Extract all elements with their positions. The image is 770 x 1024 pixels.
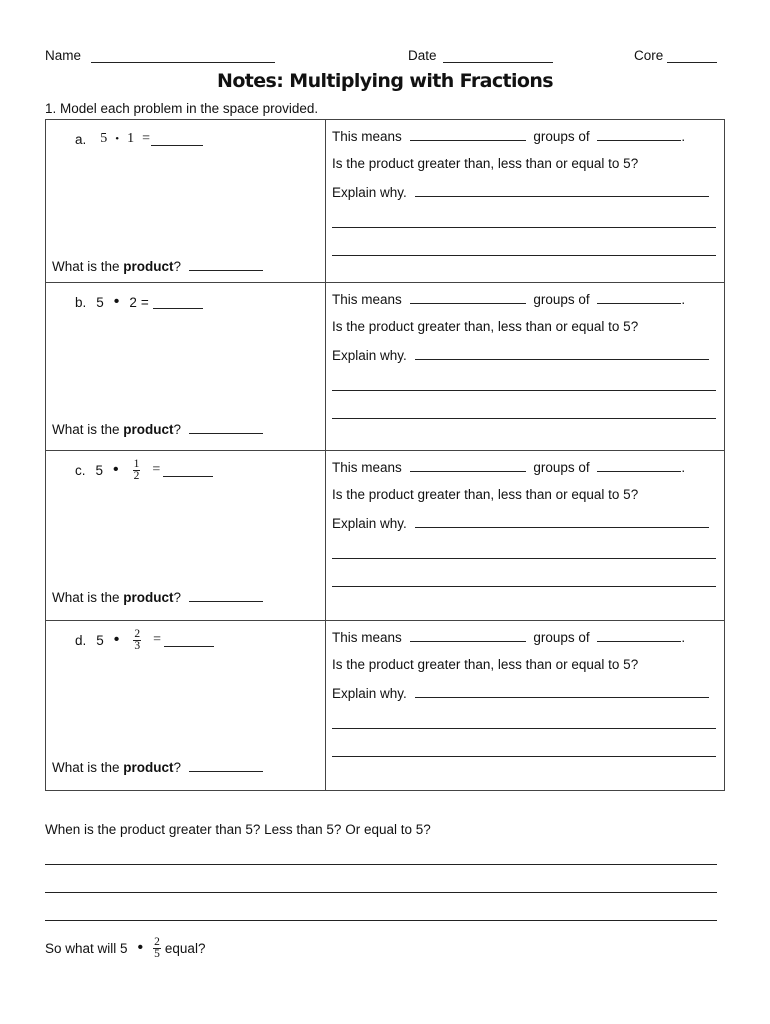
compare-question: Is the product greater than, less than or equal to 5? (332, 156, 639, 171)
problem-c-explanation (326, 451, 724, 620)
period: . (681, 129, 686, 144)
multiply-dot: • (115, 133, 120, 145)
compare-question: Is the product greater than, less than or equal to 5? (332, 319, 639, 334)
problem-d-cell[interactable] (46, 621, 325, 790)
explain-text: Explain why. (332, 516, 407, 531)
explain-text: Explain why. (332, 686, 407, 701)
problem-c-cell[interactable] (46, 451, 325, 620)
problem-letter: d. (75, 632, 87, 648)
explain-line (332, 184, 709, 200)
date-label: Date (408, 48, 437, 63)
equals-sign: = (153, 632, 162, 647)
product-question (52, 589, 263, 605)
left-operand: 5 (96, 632, 104, 648)
this-means-text: This means (332, 292, 402, 307)
period: . (681, 460, 686, 475)
explain-line (332, 685, 709, 701)
core-field[interactable] (667, 62, 717, 63)
this-means-line (332, 291, 685, 307)
answer-line[interactable] (332, 418, 716, 419)
problem-b-cell[interactable] (46, 283, 325, 452)
equals-sign: = (142, 131, 151, 146)
product-answer-blank[interactable] (189, 421, 263, 434)
explain-blank[interactable] (415, 184, 709, 197)
period: . (681, 292, 686, 307)
denominator: 5 (154, 947, 160, 960)
summary-answer-line[interactable] (45, 892, 717, 893)
right-operand: 1 (127, 131, 135, 146)
product-qmark: ? (173, 259, 182, 274)
problem-a-explanation (326, 120, 724, 289)
numerator: 2 (134, 627, 141, 640)
groups-of-text: groups of (533, 292, 590, 307)
groups-of-blank[interactable] (597, 459, 681, 472)
groups-of-blank[interactable] (597, 128, 681, 141)
answer-line[interactable] (332, 558, 716, 559)
this-means-text: This means (332, 129, 402, 144)
compare-question: Is the product greater than, less than or equal to 5? (332, 487, 639, 502)
groups-blank[interactable] (410, 291, 526, 304)
product-bold: product (123, 590, 174, 605)
explain-blank[interactable] (415, 347, 709, 360)
problem-c-expression (75, 457, 213, 482)
denominator: 3 (134, 639, 141, 652)
explain-text: Explain why. (332, 348, 407, 363)
summary-answer-line[interactable] (45, 920, 717, 921)
right-operand: 2 (129, 294, 137, 310)
equals-sign: = (140, 294, 149, 310)
explain-line (332, 347, 709, 363)
groups-blank[interactable] (410, 629, 526, 642)
answer-line[interactable] (332, 586, 716, 587)
explain-blank[interactable] (415, 515, 709, 528)
core-label: Core (634, 48, 664, 63)
answer-line[interactable] (332, 227, 716, 228)
this-means-line (332, 629, 685, 645)
equals-sign: = (152, 462, 161, 477)
groups-of-text: groups of (533, 129, 590, 144)
product-text: What is the (52, 590, 124, 605)
problem-letter: c. (75, 462, 86, 478)
problem-b-expression (75, 292, 203, 312)
product-text: What is the (52, 422, 124, 437)
left-operand: 5 (96, 294, 104, 310)
this-means-text: This means (332, 630, 402, 645)
groups-blank[interactable] (410, 459, 526, 472)
problem-letter: a. (75, 131, 87, 147)
numerator: 1 (133, 457, 140, 470)
compare-question: Is the product greater than, less than or equal to 5? (332, 657, 639, 672)
answer-blank[interactable] (151, 133, 203, 146)
answer-line[interactable] (332, 255, 716, 256)
problem-d-expression (75, 627, 214, 652)
product-answer-blank[interactable] (189, 759, 263, 772)
fraction (133, 459, 141, 482)
fraction (133, 629, 141, 652)
summary-answer-line[interactable] (45, 864, 717, 865)
groups-of-text: groups of (533, 460, 590, 475)
final-question (45, 934, 205, 962)
multiply-dot: • (113, 631, 120, 648)
product-question (52, 759, 263, 775)
product-answer-blank[interactable] (189, 589, 263, 602)
problem-d-explanation (326, 621, 724, 790)
answer-line[interactable] (332, 390, 716, 391)
groups-of-blank[interactable] (597, 629, 681, 642)
groups-blank[interactable] (410, 128, 526, 141)
this-means-text: This means (332, 460, 402, 475)
date-field[interactable] (443, 62, 553, 63)
product-text: What is the (52, 259, 124, 274)
left-operand: 5 (95, 462, 104, 478)
product-text: What is the (52, 760, 124, 775)
problem-b-explanation (326, 283, 724, 452)
answer-line[interactable] (332, 756, 716, 757)
instruction-text: 1. Model each problem in the space provided. (45, 101, 319, 116)
product-bold: product (123, 760, 174, 775)
problem-table (45, 119, 725, 791)
answer-blank[interactable] (163, 464, 213, 477)
problem-a-expression (75, 129, 203, 149)
product-answer-blank[interactable] (189, 258, 263, 271)
product-qmark: ? (173, 422, 182, 437)
final-question-text: So what will 5 (45, 940, 128, 956)
numerator: 2 (154, 935, 160, 948)
product-bold: product (123, 422, 174, 437)
fraction (153, 937, 161, 960)
page-title: Notes: Multiplying with Fractions (217, 70, 553, 92)
groups-of-text: groups of (533, 630, 590, 645)
final-question-end: equal? (164, 940, 206, 956)
answer-blank[interactable] (153, 296, 203, 309)
this-means-line (332, 459, 685, 475)
this-means-line (332, 128, 685, 144)
summary-question: When is the product greater than 5? Less than 5? Or equal to 5? (45, 822, 431, 837)
multiply-dot: • (113, 293, 120, 310)
denominator: 2 (133, 469, 140, 482)
product-question (52, 258, 263, 274)
answer-blank[interactable] (164, 634, 214, 647)
period: . (681, 630, 686, 645)
explain-line (332, 515, 709, 531)
explain-blank[interactable] (415, 685, 709, 698)
answer-line[interactable] (332, 728, 716, 729)
product-bold: product (123, 259, 174, 274)
product-qmark: ? (173, 590, 182, 605)
explain-text: Explain why. (332, 185, 407, 200)
multiply-dot: • (113, 461, 119, 478)
problem-letter: b. (75, 294, 87, 310)
multiply-dot: • (137, 939, 144, 956)
name-label: Name (45, 48, 82, 63)
name-field[interactable] (91, 62, 275, 63)
groups-of-blank[interactable] (597, 291, 681, 304)
problem-a-cell[interactable] (46, 120, 325, 289)
left-operand: 5 (100, 131, 108, 146)
product-qmark: ? (173, 760, 182, 775)
product-question (52, 421, 263, 437)
